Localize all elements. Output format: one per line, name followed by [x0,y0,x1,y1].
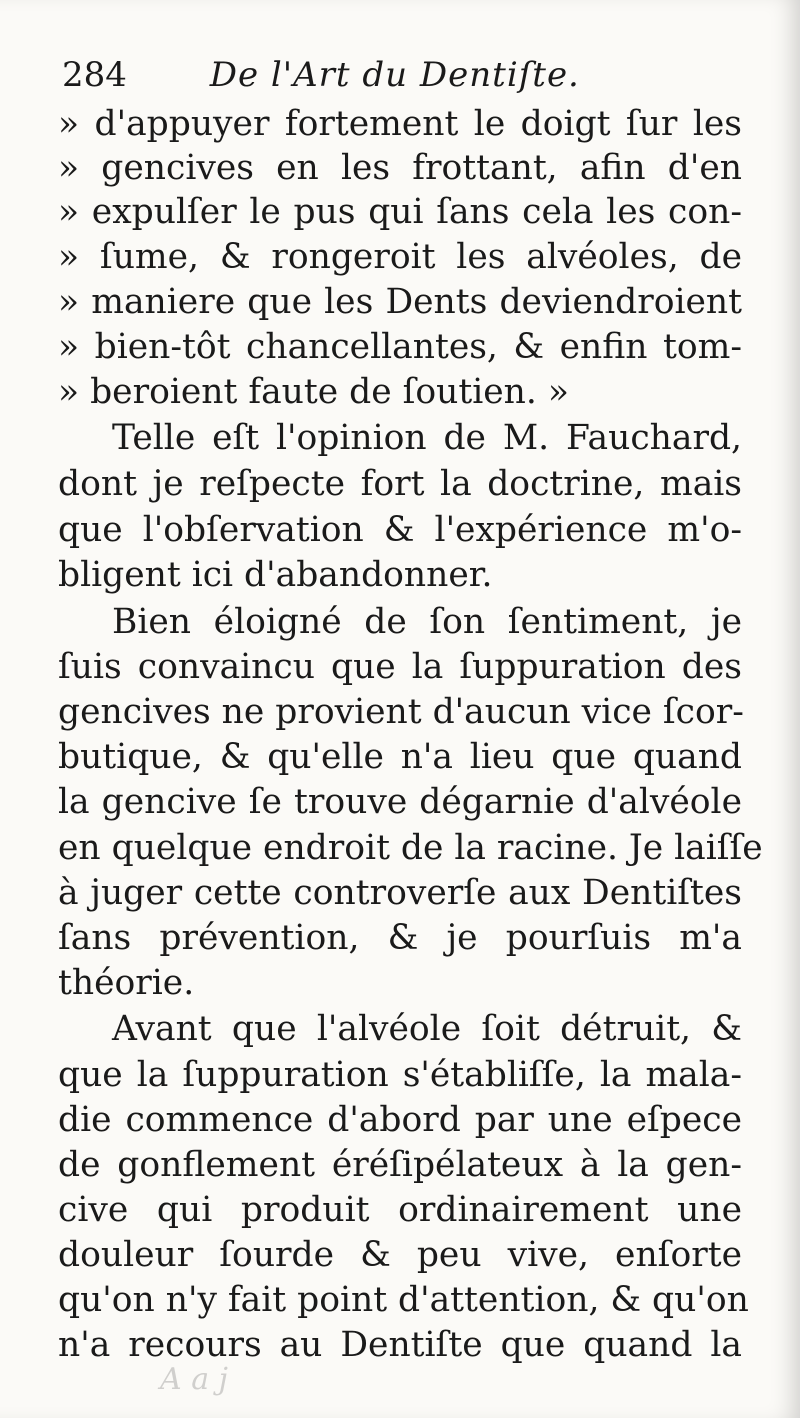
text-line: que l'obſervation & l'expérience m'o- [58,510,742,550]
text-line: cive qui produit ordinairement une [58,1190,742,1230]
text-line: » gencives en les frottant, afin d'en [58,148,742,188]
text-line: Avant que l'alvéole ſoit détruit, & [112,1009,742,1049]
running-title: De l'Art du Dentiſte. [209,55,580,95]
text-line: en quelque endroit de la racine. Je laiſſe [58,828,763,868]
text-line: dont je reſpecte fort la doctrine, mais [58,464,742,504]
text-line: ſuis convaincu que la ſuppuration des [58,647,742,687]
text-line: théorie. [58,963,195,1003]
text-line: butique, & qu'elle n'a lieu que quand [58,737,742,777]
text-line: que la ſuppuration s'établiſſe, la mala- [58,1055,742,1095]
text-line: » expulſer le pus qui ſans cela les con- [58,192,742,232]
text-line: » bien-tôt chancellantes, & enfin tom- [58,327,742,367]
text-line: Telle eſt l'opinion de M. Fauchard, [112,418,742,458]
text-line: bligent ici d'abandonner. [58,555,493,595]
text-line: » maniere que les Dents deviendroient [58,282,742,322]
text-line: » d'appuyer fortement le doigt ſur les [58,104,742,144]
text-line: n'a recours au Dentiſte que quand la [58,1325,742,1365]
page-header [62,55,580,95]
text-line: à juger cette controverſe aux Dentiſtes [58,873,742,913]
page-number: 284 [62,55,127,95]
text-line: die commence d'abord par une eſpece [58,1100,742,1140]
text-line: la gencive ſe trouve dégarnie d'alvéole [58,782,742,822]
text-line: qu'on n'y fait point d'attention, & qu'on [58,1280,749,1320]
text-line: Bien éloigné de ſon ſentiment, je [112,602,742,642]
text-line: de gonflement éréſipélateux à la gen- [58,1145,742,1185]
text-line: ſans prévention, & je pourſuis m'a [58,918,742,958]
text-line: » beroient faute de ſoutien. » [58,372,569,412]
text-line: gencives ne provient d'aucun vice ſcor- [58,692,744,732]
signature-mark: A a j [160,1362,228,1397]
text-line: douleur ſourde & peu vive, enſorte [58,1235,742,1275]
text-line: » ſume, & rongeroit les alvéoles, de [58,237,742,277]
